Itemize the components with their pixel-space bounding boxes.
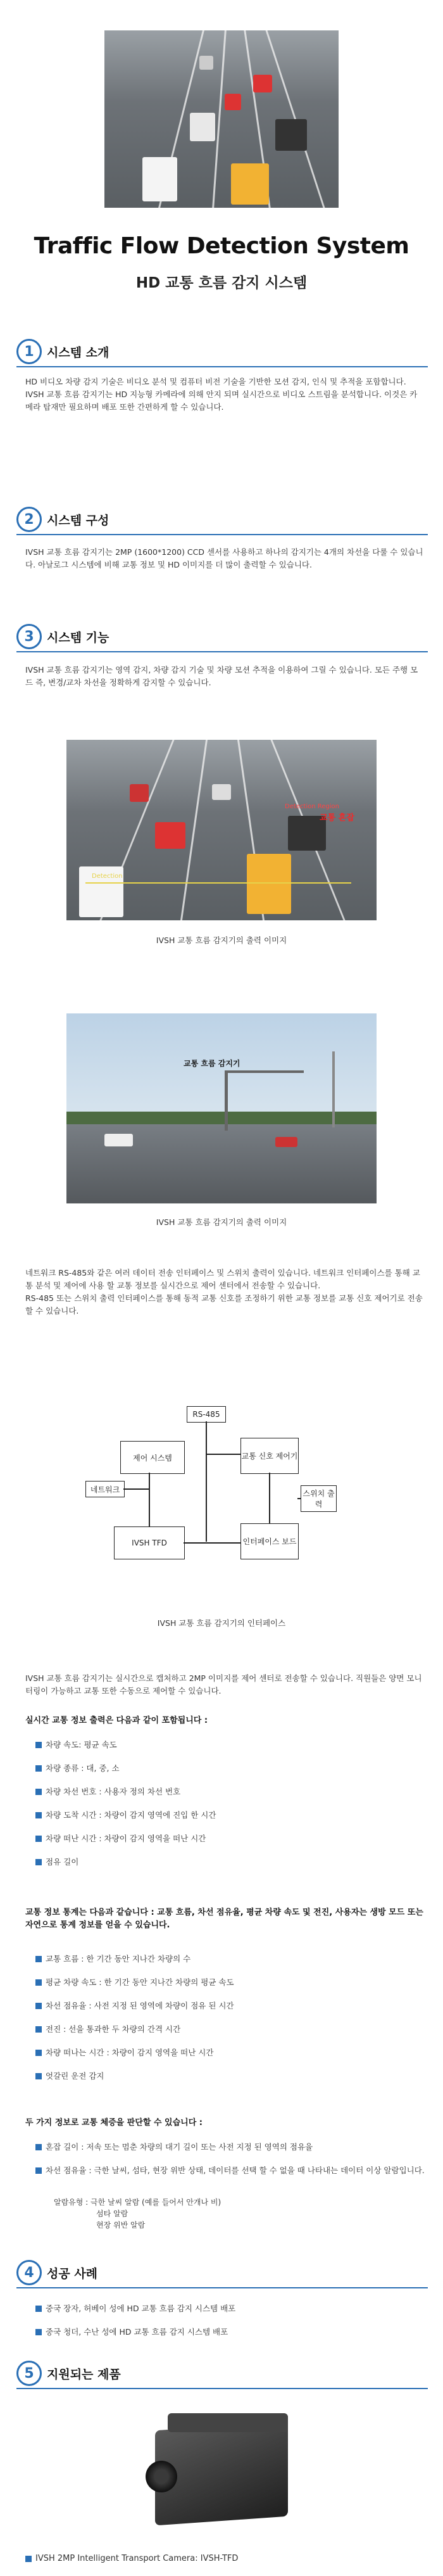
judge-list xyxy=(46,2141,425,2188)
alarm-type-line: 섬타 알람 xyxy=(96,2209,128,2218)
list-item: 점유 길이 xyxy=(46,1856,425,1869)
list-item: 차선 점유율 : 극한 날씨, 섬타, 현장 위반 상태, 데이터를 선택 할 수 없을 때 나타내는 데이터 이상 알람입니다. xyxy=(46,2164,425,2177)
roadside-detector-photo xyxy=(66,1013,377,1203)
network-label: 네트워크 xyxy=(85,1481,125,1497)
section-title: 성공 사례 xyxy=(47,2266,98,2281)
rs485-box: RS-485 xyxy=(187,1406,226,1423)
product-caption xyxy=(25,2554,238,2563)
photo1-caption: IVSH 교통 흐름 감지기의 출력 이미지 xyxy=(156,936,287,945)
section-divider xyxy=(16,366,428,367)
alarm-type-line: 알람유형 : 극한 날씨 알람 (예를 들어서 안개나 비) xyxy=(54,2198,222,2207)
interface-board-box: 인터페이스 보드 xyxy=(240,1523,299,1559)
realtime-paragraph: IVSH 교통 흐름 감지기는 실시간으로 캡처하고 2MP 이미지를 제어 센터로 전송할 수 있습니다. 직원들은 양면 모니터링이 가능하고 교통 또한 수동으로 제어할 수 있습니다. xyxy=(25,1673,422,1696)
list-item: 평균 차량 속도 : 한 기간 동안 지나간 차량의 평균 속도 xyxy=(46,1976,425,1989)
interface-diagram xyxy=(89,1393,367,1602)
interface-paragraph: 네트워크 RS-485와 같은 여러 데이터 전송 인터페이스 및 스위치 출력이 있습니다. 네트워크 인터페이스를 통해 교통 분석 및 제어에 사용 할 교통 정보를 실시간으로 제어 센터에서 전송할 수 있습니다. RS-485 또는 스위치 출력 인터페이스를 통해 동적 교통 신호를 조정하기 위한 교통 정보를 교통 신호 제어기로 전송할 수 있습니다. xyxy=(25,1268,423,1316)
list-item: 차선 점유율 : 사전 지정 된 영역에 차량이 점유 된 시간 xyxy=(46,2000,425,2012)
section-divider xyxy=(16,534,428,535)
section-number: 2 xyxy=(16,507,42,532)
list-item: 차량 차선 번호 : 사용자 정의 차선 번호 xyxy=(46,1786,425,1798)
list-item: 차량 떠나는 시간 : 차량이 감지 영역을 떠난 시간 xyxy=(46,2046,425,2059)
list-item: 차량 떠난 시간 : 차량이 감지 영역을 떠난 시간 xyxy=(46,1832,425,1845)
section-1-heading xyxy=(16,339,109,364)
list-item: 차량 도착 시간 : 차량이 감지 영역에 진입 한 시간 xyxy=(46,1809,425,1822)
list-item: 엇갈린 운전 감지 xyxy=(46,2070,425,2083)
intro-paragraph: HD 비디오 차량 감지 기술은 비디오 분석 및 컴퓨터 비전 기술을 기반한 모션 감지, 인식 및 추적을 포함합니다. IVSH 교통 흐름 감지기는 HD 지능형 카메라에 의해 안지 되며 실시간으로 비디오 스트림을 분석합니다. 이것은 카메라 탑재만 필요하며 배포 또한 간편하게 할 수 있습니다. xyxy=(25,377,418,412)
signal-controller-box: 교통 신호 제어기 xyxy=(240,1438,299,1474)
section-number: 4 xyxy=(16,2260,42,2285)
section-number: 5 xyxy=(16,2361,42,2386)
realtime-list xyxy=(46,1739,425,1879)
list-item: 중국 청더, 수난 성에 HD 교통 흐름 감지 시스템 배포 xyxy=(46,2326,425,2338)
section-number: 3 xyxy=(16,624,42,649)
control-system-box: 제어 시스템 xyxy=(120,1441,185,1474)
list-item: 교통 흐름 : 한 기간 동안 지나간 차량의 수 xyxy=(46,1953,425,1965)
list-item: 혼잡 길이 : 저속 또는 멈춘 차량의 대기 길이 또는 사전 지정 된 영역의 점유율 xyxy=(46,2141,425,2154)
list-item: 전진 : 선을 통과한 두 차량의 간격 시간 xyxy=(46,2023,425,2036)
list-item: 중국 장자, 허베이 성에 HD 교통 흐름 감지 시스템 배포 xyxy=(46,2302,425,2315)
congestion-alert-label: 교통 혼잡 xyxy=(320,813,354,823)
top-traffic-photo xyxy=(104,30,339,208)
detector-label: 교통 흐름 감지기 xyxy=(184,1059,240,1068)
function-paragraph: IVSH 교통 흐름 감지기는 영역 감지, 차량 감지 기술 및 차량 모션 추적을 이용하여 그릴 수 있습니다. 모든 주행 모드 즉, 변경/교차 차선을 정확하게 감지할 수 있습니다. xyxy=(25,665,418,687)
section-4-heading xyxy=(16,2260,97,2285)
section-title: 시스템 기능 xyxy=(47,630,109,645)
section-title: 지원되는 제품 xyxy=(47,2367,121,2382)
realtime-list-title: 실시간 교통 정보 출력은 다음과 같이 포함됩니다 : xyxy=(25,1716,208,1725)
section-title: 시스템 소개 xyxy=(47,345,109,360)
section-title: 시스템 구성 xyxy=(47,513,109,528)
section-divider xyxy=(16,651,428,652)
caption-marker xyxy=(25,2556,32,2562)
section-2-heading xyxy=(16,507,109,532)
page-subtitle: HD 교통 흐름 감지 시스템 xyxy=(135,275,308,291)
product-camera-image xyxy=(142,2401,301,2540)
ivsh-tfd-box: IVSH TFD xyxy=(114,1526,185,1559)
alarm-type-line: 현장 위반 알람 xyxy=(96,2221,146,2230)
list-item: 차량 속도: 평균 속도 xyxy=(46,1739,425,1751)
cases-list xyxy=(46,2302,425,2349)
photo2-caption: IVSH 교통 흐름 감지기의 출력 이미지 xyxy=(156,1217,287,1227)
detection-output-photo xyxy=(66,740,377,920)
section-5-heading xyxy=(16,2361,121,2386)
stats-list-title: 교통 정보 통계는 다음과 같습니다 : 교통 흐름, 차선 점유율, 평균 차량 속도 및 전진, 사용자는 생방 모드 또는 자연으로 통계 정보를 얻을 수 있습니다. xyxy=(25,1908,423,1930)
judge-list-title: 두 가지 정보로 교통 체증을 판단할 수 있습니다 : xyxy=(25,2118,203,2128)
page-title: Traffic Flow Detection System xyxy=(34,233,409,259)
switch-output-label: 스위치 출력 xyxy=(301,1485,337,1512)
section-divider xyxy=(16,2287,428,2288)
detection-region-label: Detection Region xyxy=(285,803,339,810)
stats-list xyxy=(46,1953,425,2093)
section-3-heading xyxy=(16,624,109,649)
product-caption-text: IVSH 2MP Intelligent Transport Camera: IVSH-TFD xyxy=(35,2554,239,2563)
section-number: 1 xyxy=(16,339,42,364)
config-paragraph: IVSH 교통 흐름 감지기는 2MP (1600*1200) CCD 센서를 사용하고 하나의 감지기는 4개의 차선을 다룰 수 있습니다. 아날로그 시스템에 비해 교통 정보 및 HD 이미지를 더 많이 출력할 수 있습니다. xyxy=(25,547,423,569)
diagram-caption: IVSH 교통 흐름 감지기의 인터페이스 xyxy=(157,1618,286,1628)
section-divider xyxy=(16,2388,428,2389)
detection-line-label: Detection xyxy=(92,873,123,880)
list-item: 차량 종류 : 대, 중, 소 xyxy=(46,1762,425,1775)
